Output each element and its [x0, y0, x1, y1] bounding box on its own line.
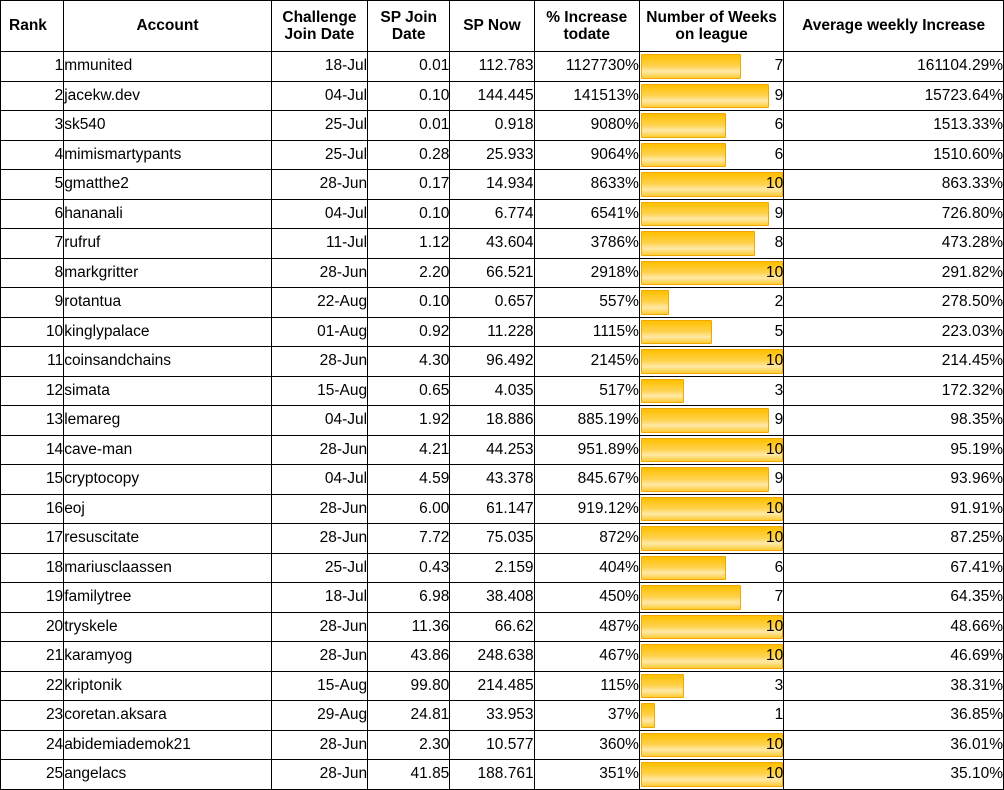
cell-challenge-join-date: 01-Aug	[271, 317, 367, 347]
cell-weeks-databar	[639, 406, 783, 436]
cell-weeks-value: 5	[774, 322, 784, 340]
cell-sp-join-date: 11.36	[368, 612, 450, 642]
cell-rank: 14	[1, 435, 64, 465]
cell-sp-join-date: 4.21	[368, 435, 450, 465]
databar-fill	[641, 143, 727, 168]
cell-average-weekly-increase: 1510.60%	[784, 140, 1004, 170]
cell-sp-join-date: 0.17	[368, 170, 450, 200]
cell-sp-now: 214.485	[450, 671, 534, 701]
cell-weeks-databar	[639, 170, 783, 200]
cell-account: coretan.aksara	[64, 701, 272, 731]
cell-challenge-join-date: 29-Aug	[271, 701, 367, 731]
cell-weeks-databar	[639, 81, 783, 111]
cell-weeks-databar	[639, 730, 783, 760]
cell-weeks-databar	[639, 642, 783, 672]
cell-weeks-databar	[639, 376, 783, 406]
cell-sp-now: 144.445	[450, 81, 534, 111]
cell-pct-increase: 450%	[534, 583, 639, 613]
cell-weeks-databar	[639, 671, 783, 701]
databar-fill	[641, 762, 784, 787]
cell-rank: 18	[1, 553, 64, 583]
cell-rank: 15	[1, 465, 64, 495]
cell-weeks-value: 7	[774, 588, 784, 606]
table-body	[1, 52, 1004, 790]
cell-sp-now: 96.492	[450, 347, 534, 377]
cell-average-weekly-increase: 1513.33%	[784, 111, 1004, 141]
table-row	[1, 317, 1004, 347]
table-row	[1, 435, 1004, 465]
cell-pct-increase: 557%	[534, 288, 639, 318]
cell-weeks-value: 10	[766, 617, 784, 635]
cell-weeks-value: 9	[774, 411, 784, 429]
cell-sp-now: 4.035	[450, 376, 534, 406]
databar-fill	[641, 526, 784, 551]
cell-pct-increase: 360%	[534, 730, 639, 760]
table-row	[1, 612, 1004, 642]
table-row	[1, 258, 1004, 288]
cell-rank: 16	[1, 494, 64, 524]
cell-pct-increase: 6541%	[534, 199, 639, 229]
cell-account: lemareg	[64, 406, 272, 436]
cell-account: eoj	[64, 494, 272, 524]
databar-fill	[641, 467, 769, 492]
column-header-sp-join-date: SP Join Date	[368, 1, 450, 52]
cell-rank: 17	[1, 524, 64, 554]
cell-pct-increase: 9080%	[534, 111, 639, 141]
cell-weeks-value: 8	[774, 234, 784, 252]
table-row	[1, 111, 1004, 141]
cell-pct-increase: 517%	[534, 376, 639, 406]
cell-average-weekly-increase: 95.19%	[784, 435, 1004, 465]
cell-average-weekly-increase: 473.28%	[784, 229, 1004, 259]
cell-pct-increase: 404%	[534, 553, 639, 583]
cell-pct-increase: 919.12%	[534, 494, 639, 524]
cell-pct-increase: 115%	[534, 671, 639, 701]
cell-rank: 8	[1, 258, 64, 288]
cell-account: jacekw.dev	[64, 81, 272, 111]
cell-sp-now: 188.761	[450, 760, 534, 790]
cell-pct-increase: 2918%	[534, 258, 639, 288]
table-row	[1, 376, 1004, 406]
cell-weeks-value: 6	[774, 145, 784, 163]
table-row	[1, 347, 1004, 377]
cell-weeks-databar	[639, 553, 783, 583]
table-header-row	[1, 1, 1004, 52]
table-row	[1, 642, 1004, 672]
cell-average-weekly-increase: 863.33%	[784, 170, 1004, 200]
cell-account: familytree	[64, 583, 272, 613]
cell-average-weekly-increase: 64.35%	[784, 583, 1004, 613]
cell-sp-join-date: 24.81	[368, 701, 450, 731]
cell-account: cave-man	[64, 435, 272, 465]
databar-fill	[641, 585, 741, 610]
table-row	[1, 583, 1004, 613]
cell-sp-now: 6.774	[450, 199, 534, 229]
databar-fill	[641, 497, 784, 522]
cell-account: angelacs	[64, 760, 272, 790]
cell-pct-increase: 487%	[534, 612, 639, 642]
cell-rank: 1	[1, 52, 64, 82]
cell-sp-join-date: 41.85	[368, 760, 450, 790]
column-header-challenge-join-date: Challenge Join Date	[271, 1, 367, 52]
cell-rank: 23	[1, 701, 64, 731]
cell-challenge-join-date: 28-Jun	[271, 642, 367, 672]
cell-rank: 3	[1, 111, 64, 141]
cell-challenge-join-date: 28-Jun	[271, 612, 367, 642]
cell-account: hananali	[64, 199, 272, 229]
table-row	[1, 760, 1004, 790]
cell-challenge-join-date: 25-Jul	[271, 111, 367, 141]
cell-pct-increase: 951.89%	[534, 435, 639, 465]
databar-fill	[641, 202, 769, 227]
cell-rank: 25	[1, 760, 64, 790]
cell-average-weekly-increase: 87.25%	[784, 524, 1004, 554]
cell-account: kinglypalace	[64, 317, 272, 347]
cell-account: resuscitate	[64, 524, 272, 554]
databar-fill	[641, 113, 727, 138]
cell-pct-increase: 351%	[534, 760, 639, 790]
cell-rank: 20	[1, 612, 64, 642]
cell-weeks-databar	[639, 288, 783, 318]
cell-rank: 9	[1, 288, 64, 318]
cell-sp-join-date: 0.28	[368, 140, 450, 170]
cell-challenge-join-date: 25-Jul	[271, 140, 367, 170]
cell-pct-increase: 872%	[534, 524, 639, 554]
cell-average-weekly-increase: 726.80%	[784, 199, 1004, 229]
cell-challenge-join-date: 28-Jun	[271, 494, 367, 524]
cell-sp-now: 38.408	[450, 583, 534, 613]
cell-weeks-value: 10	[766, 499, 784, 517]
cell-sp-join-date: 1.92	[368, 406, 450, 436]
databar-fill	[641, 438, 784, 463]
cell-weeks-value: 10	[766, 352, 784, 370]
cell-weeks-databar	[639, 465, 783, 495]
cell-weeks-databar	[639, 140, 783, 170]
cell-account: sk540	[64, 111, 272, 141]
cell-account: mmunited	[64, 52, 272, 82]
cell-rank: 10	[1, 317, 64, 347]
cell-account: mimismartypants	[64, 140, 272, 170]
cell-pct-increase: 885.19%	[534, 406, 639, 436]
cell-weeks-value: 9	[774, 86, 784, 104]
table-row	[1, 494, 1004, 524]
cell-account: markgritter	[64, 258, 272, 288]
cell-challenge-join-date: 15-Aug	[271, 376, 367, 406]
cell-sp-now: 43.378	[450, 465, 534, 495]
cell-sp-now: 43.604	[450, 229, 534, 259]
cell-weeks-value: 10	[766, 529, 784, 547]
cell-average-weekly-increase: 38.31%	[784, 671, 1004, 701]
databar-fill	[641, 84, 769, 109]
table-row	[1, 406, 1004, 436]
cell-sp-now: 112.783	[450, 52, 534, 82]
cell-average-weekly-increase: 48.66%	[784, 612, 1004, 642]
table-row	[1, 730, 1004, 760]
cell-sp-now: 11.228	[450, 317, 534, 347]
cell-rank: 21	[1, 642, 64, 672]
cell-rank: 19	[1, 583, 64, 613]
cell-sp-join-date: 4.30	[368, 347, 450, 377]
cell-rank: 7	[1, 229, 64, 259]
cell-rank: 22	[1, 671, 64, 701]
cell-sp-now: 44.253	[450, 435, 534, 465]
cell-account: rufruf	[64, 229, 272, 259]
cell-sp-join-date: 0.01	[368, 111, 450, 141]
cell-average-weekly-increase: 291.82%	[784, 258, 1004, 288]
cell-average-weekly-increase: 172.32%	[784, 376, 1004, 406]
cell-sp-join-date: 0.65	[368, 376, 450, 406]
cell-account: kriptonik	[64, 671, 272, 701]
cell-sp-join-date: 7.72	[368, 524, 450, 554]
cell-sp-join-date: 0.43	[368, 553, 450, 583]
table-row	[1, 553, 1004, 583]
cell-weeks-value: 9	[774, 470, 784, 488]
cell-sp-now: 2.159	[450, 553, 534, 583]
cell-challenge-join-date: 18-Jul	[271, 583, 367, 613]
cell-average-weekly-increase: 46.69%	[784, 642, 1004, 672]
column-header-average-weekly-increase: Average weekly Increase	[784, 1, 1004, 52]
cell-rank: 6	[1, 199, 64, 229]
cell-average-weekly-increase: 223.03%	[784, 317, 1004, 347]
databar-fill	[641, 408, 769, 433]
cell-weeks-databar	[639, 52, 783, 82]
cell-challenge-join-date: 28-Jun	[271, 347, 367, 377]
cell-sp-now: 61.147	[450, 494, 534, 524]
cell-weeks-databar	[639, 524, 783, 554]
cell-sp-join-date: 4.59	[368, 465, 450, 495]
table-row	[1, 170, 1004, 200]
databar-fill	[641, 644, 784, 669]
cell-weeks-value: 6	[774, 116, 784, 134]
cell-rank: 24	[1, 730, 64, 760]
cell-average-weekly-increase: 67.41%	[784, 553, 1004, 583]
cell-sp-now: 14.934	[450, 170, 534, 200]
cell-weeks-value: 10	[766, 175, 784, 193]
databar-fill	[641, 290, 670, 315]
cell-weeks-databar	[639, 612, 783, 642]
cell-weeks-databar	[639, 258, 783, 288]
column-header-sp-now: SP Now	[450, 1, 534, 52]
cell-sp-now: 248.638	[450, 642, 534, 672]
column-header-rank: Rank	[1, 1, 64, 52]
cell-rank: 11	[1, 347, 64, 377]
cell-challenge-join-date: 25-Jul	[271, 553, 367, 583]
table-row	[1, 199, 1004, 229]
databar-fill	[641, 320, 712, 345]
cell-average-weekly-increase: 214.45%	[784, 347, 1004, 377]
cell-weeks-value: 3	[774, 676, 784, 694]
cell-sp-now: 66.521	[450, 258, 534, 288]
cell-average-weekly-increase: 278.50%	[784, 288, 1004, 318]
cell-sp-now: 0.657	[450, 288, 534, 318]
cell-weeks-value: 9	[774, 204, 784, 222]
databar-fill	[641, 54, 741, 79]
cell-weeks-value: 10	[766, 765, 784, 783]
cell-account: karamyog	[64, 642, 272, 672]
table-row	[1, 701, 1004, 731]
cell-challenge-join-date: 28-Jun	[271, 258, 367, 288]
cell-pct-increase: 3786%	[534, 229, 639, 259]
cell-weeks-value: 10	[766, 263, 784, 281]
cell-account: mariusclaassen	[64, 553, 272, 583]
cell-average-weekly-increase: 93.96%	[784, 465, 1004, 495]
table-row	[1, 229, 1004, 259]
cell-sp-now: 10.577	[450, 730, 534, 760]
cell-rank: 13	[1, 406, 64, 436]
databar-fill	[641, 172, 784, 197]
databar-fill	[641, 556, 727, 581]
cell-challenge-join-date: 04-Jul	[271, 406, 367, 436]
cell-weeks-databar	[639, 494, 783, 524]
cell-weeks-value: 10	[766, 735, 784, 753]
cell-challenge-join-date: 18-Jul	[271, 52, 367, 82]
cell-pct-increase: 141513%	[534, 81, 639, 111]
databar-fill	[641, 349, 784, 374]
cell-rank: 5	[1, 170, 64, 200]
cell-challenge-join-date: 15-Aug	[271, 671, 367, 701]
cell-weeks-databar	[639, 583, 783, 613]
cell-sp-now: 25.933	[450, 140, 534, 170]
cell-account: gmatthe2	[64, 170, 272, 200]
cell-sp-join-date: 0.10	[368, 288, 450, 318]
cell-challenge-join-date: 28-Jun	[271, 435, 367, 465]
cell-pct-increase: 467%	[534, 642, 639, 672]
cell-sp-join-date: 6.00	[368, 494, 450, 524]
databar-fill	[641, 615, 784, 640]
table-row	[1, 465, 1004, 495]
cell-sp-now: 33.953	[450, 701, 534, 731]
cell-rank: 12	[1, 376, 64, 406]
cell-pct-increase: 1115%	[534, 317, 639, 347]
cell-sp-join-date: 2.20	[368, 258, 450, 288]
cell-challenge-join-date: 04-Jul	[271, 199, 367, 229]
cell-account: rotantua	[64, 288, 272, 318]
table-row	[1, 81, 1004, 111]
cell-sp-join-date: 99.80	[368, 671, 450, 701]
cell-weeks-databar	[639, 435, 783, 465]
databar-fill	[641, 231, 755, 256]
cell-challenge-join-date: 22-Aug	[271, 288, 367, 318]
cell-weeks-value: 6	[774, 558, 784, 576]
table-row	[1, 288, 1004, 318]
column-header-account: Account	[64, 1, 272, 52]
table-row	[1, 671, 1004, 701]
cell-weeks-value: 10	[766, 440, 784, 458]
cell-account: simata	[64, 376, 272, 406]
cell-challenge-join-date: 28-Jun	[271, 760, 367, 790]
databar-fill	[641, 261, 784, 286]
cell-challenge-join-date: 28-Jun	[271, 170, 367, 200]
cell-rank: 4	[1, 140, 64, 170]
cell-weeks-value: 2	[774, 293, 784, 311]
cell-sp-join-date: 6.98	[368, 583, 450, 613]
cell-weeks-databar	[639, 347, 783, 377]
column-header-weeks-on-league: Number of Weeks on league	[639, 1, 783, 52]
cell-sp-now: 0.918	[450, 111, 534, 141]
cell-sp-join-date: 0.10	[368, 81, 450, 111]
cell-sp-join-date: 43.86	[368, 642, 450, 672]
cell-sp-join-date: 1.12	[368, 229, 450, 259]
cell-weeks-value: 1	[774, 706, 784, 724]
cell-average-weekly-increase: 15723.64%	[784, 81, 1004, 111]
cell-weeks-databar	[639, 701, 783, 731]
cell-weeks-value: 7	[774, 57, 784, 75]
cell-pct-increase: 9064%	[534, 140, 639, 170]
cell-sp-join-date: 0.10	[368, 199, 450, 229]
cell-pct-increase: 845.67%	[534, 465, 639, 495]
cell-average-weekly-increase: 91.91%	[784, 494, 1004, 524]
cell-average-weekly-increase: 35.10%	[784, 760, 1004, 790]
table-row	[1, 524, 1004, 554]
databar-fill	[641, 674, 684, 699]
cell-sp-now: 18.886	[450, 406, 534, 436]
cell-weeks-databar	[639, 760, 783, 790]
cell-account: abidemiademok21	[64, 730, 272, 760]
databar-fill	[641, 703, 655, 728]
cell-account: coinsandchains	[64, 347, 272, 377]
cell-pct-increase: 1127730%	[534, 52, 639, 82]
cell-average-weekly-increase: 36.85%	[784, 701, 1004, 731]
databar-fill	[641, 379, 684, 404]
cell-challenge-join-date: 04-Jul	[271, 81, 367, 111]
cell-challenge-join-date: 11-Jul	[271, 229, 367, 259]
cell-weeks-value: 10	[766, 647, 784, 665]
cell-challenge-join-date: 28-Jun	[271, 730, 367, 760]
cell-account: cryptocopy	[64, 465, 272, 495]
cell-sp-now: 66.62	[450, 612, 534, 642]
cell-rank: 2	[1, 81, 64, 111]
cell-weeks-databar	[639, 317, 783, 347]
table-row	[1, 140, 1004, 170]
databar-fill	[641, 733, 784, 758]
cell-average-weekly-increase: 161104.29%	[784, 52, 1004, 82]
cell-sp-join-date: 2.30	[368, 730, 450, 760]
cell-weeks-value: 3	[774, 381, 784, 399]
cell-pct-increase: 8633%	[534, 170, 639, 200]
cell-pct-increase: 37%	[534, 701, 639, 731]
cell-average-weekly-increase: 36.01%	[784, 730, 1004, 760]
column-header-pct-increase: % Increase todate	[534, 1, 639, 52]
cell-sp-now: 75.035	[450, 524, 534, 554]
cell-challenge-join-date: 04-Jul	[271, 465, 367, 495]
cell-pct-increase: 2145%	[534, 347, 639, 377]
cell-weeks-databar	[639, 199, 783, 229]
cell-weeks-databar	[639, 229, 783, 259]
cell-sp-join-date: 0.01	[368, 52, 450, 82]
cell-account: tryskele	[64, 612, 272, 642]
cell-challenge-join-date: 28-Jun	[271, 524, 367, 554]
table-row	[1, 52, 1004, 82]
cell-average-weekly-increase: 98.35%	[784, 406, 1004, 436]
cell-weeks-databar	[639, 111, 783, 141]
cell-sp-join-date: 0.92	[368, 317, 450, 347]
